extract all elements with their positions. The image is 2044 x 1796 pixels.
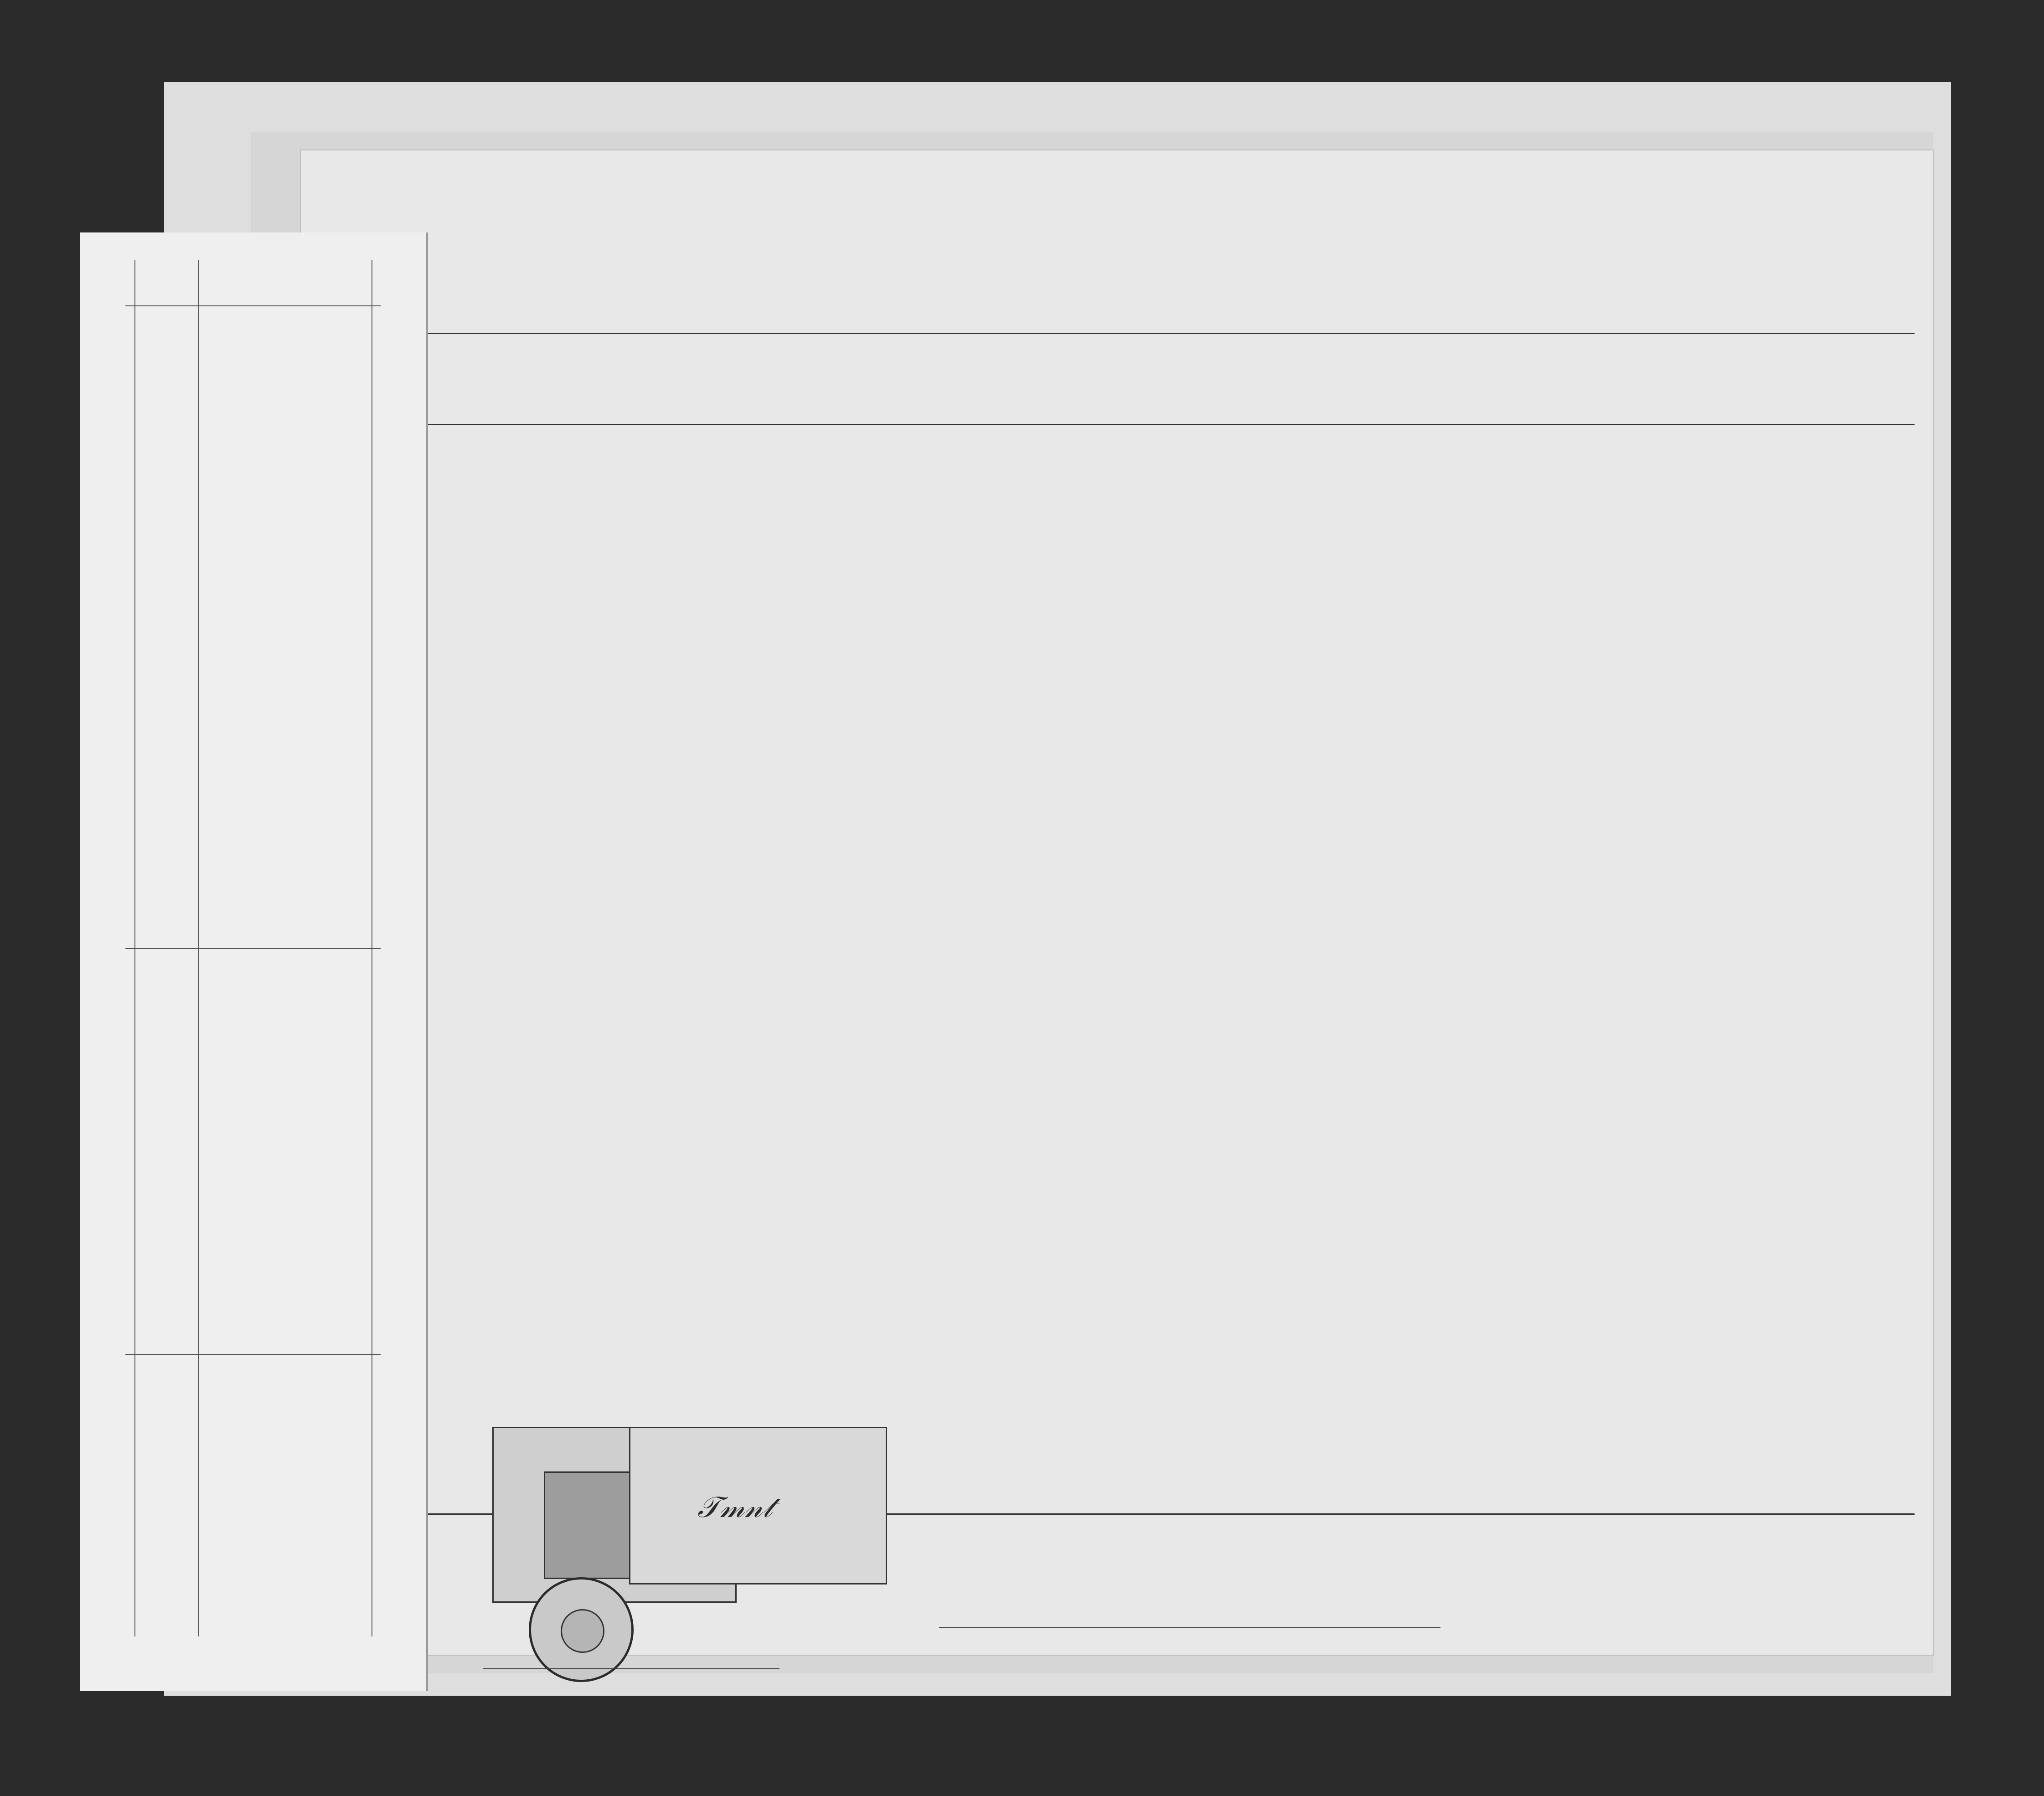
inspector-line [939, 1627, 1440, 1628]
eagle-icon [561, 1609, 604, 1653]
agents-line [483, 1668, 779, 1669]
table-top-rule [319, 333, 1915, 334]
consul-signature: 𝒯𝓂𝓃𝓉 [697, 1491, 773, 1524]
overlay-hrule-2 [125, 948, 381, 949]
table-header-rule [319, 424, 1915, 425]
overlay-hrule-3 [125, 1354, 381, 1355]
consulate-seal [529, 1577, 634, 1682]
overlay-hrule-1 [125, 305, 381, 306]
revenue-stamp [544, 1471, 638, 1579]
manifest-sheet [301, 150, 1933, 1655]
discharged-seamen-sheet [80, 232, 426, 1691]
